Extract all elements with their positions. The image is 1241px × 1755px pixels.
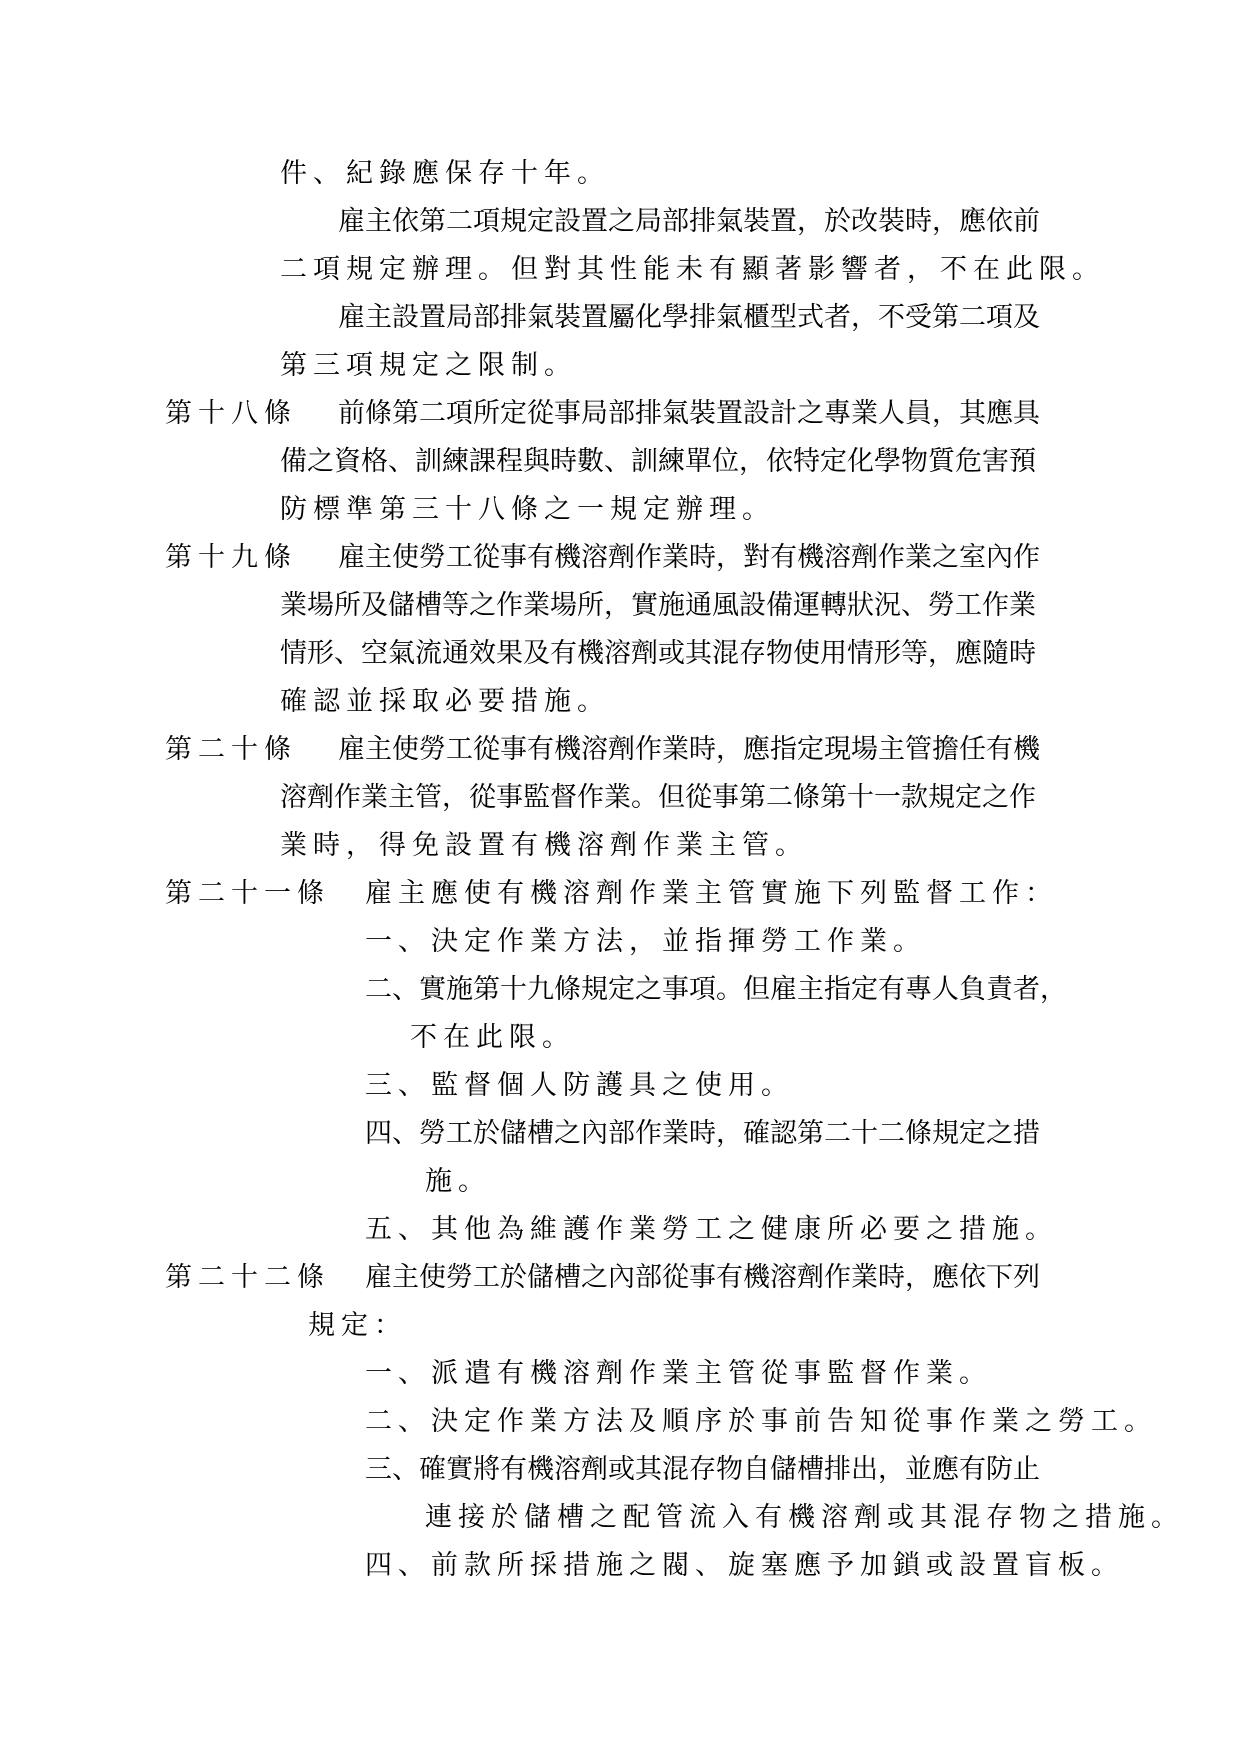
text-line: 雇主依第二項規定設置之局部排氣裝置，於改裝時，應依前	[338, 206, 1040, 237]
article-label: 第二十一條	[165, 878, 330, 909]
text-line: 第三項規定之限制。	[280, 350, 577, 381]
list-item: 三、確實將有機溶劑或其混存物自儲槽排出，並應有防止	[365, 1454, 1040, 1485]
text-line: 溶劑作業主管，從事監督作業。但從事第二條第十一款規定之作	[280, 782, 1036, 813]
text-line: 件、紀錄應保存十年。	[280, 158, 610, 189]
text-line: 備之資格、訓練課程與時數、訓練單位，依特定化學物質危害預	[280, 446, 1036, 477]
article-label: 第十九條	[165, 542, 297, 573]
text-line: 確認並採取必要措施。	[280, 686, 610, 717]
text-line: 業場所及儲槽等之作業場所，實施通風設備運轉狀況、勞工作業	[280, 590, 1036, 621]
list-item-continuation: 施。	[425, 1166, 491, 1197]
list-item: 二、實施第十九條規定之事項。但雇主指定有專人負責者，	[365, 974, 1067, 1005]
list-item: 二、決定作業方法及順序於事前告知從事作業之勞工。	[365, 1406, 1157, 1437]
article-label: 第二十條	[165, 734, 297, 765]
list-item: 四、勞工於儲槽之內部作業時，確認第二十二條規定之措	[365, 1118, 1040, 1149]
list-item: 三、監督個人防護具之使用。	[365, 1070, 794, 1101]
list-item: 一、決定作業方法，並指揮勞工作業。	[365, 926, 926, 957]
text-line: 規定：	[308, 1310, 407, 1341]
article-label: 第十八條	[165, 398, 297, 429]
text-line: 情形、空氣流通效果及有機溶劑或其混存物使用情形等，應隨時	[280, 638, 1036, 669]
list-item: 四、前款所採措施之閥、旋塞應予加鎖或設置盲板。	[365, 1550, 1124, 1581]
text-line: 防標準第三十八條之一規定辦理。	[280, 494, 775, 525]
list-item-continuation: 不在此限。	[410, 1022, 575, 1053]
list-item-continuation: 連接於儲槽之配管流入有機溶劑或其混存物之措施。	[425, 1502, 1184, 1533]
text-line: 雇主設置局部排氣裝置屬化學排氣櫃型式者，不受第二項及	[338, 302, 1040, 333]
text-line: 業時，得免設置有機溶劑作業主管。	[280, 830, 808, 861]
list-item: 一、派遣有機溶劑作業主管從事監督作業。	[365, 1358, 992, 1389]
text-line: 二項規定辦理。但對其性能未有顯著影響者，不在此限。	[280, 254, 1105, 285]
text-line: 雇主應使有機溶劑作業主管實施下列監督工作：	[365, 878, 1058, 909]
text-line: 雇主使勞工於儲槽之內部從事有機溶劑作業時，應依下列	[365, 1262, 1040, 1293]
text-line: 雇主使勞工從事有機溶劑作業時，對有機溶劑作業之室內作	[338, 542, 1040, 573]
list-item: 五、其他為維護作業勞工之健康所必要之措施。	[365, 1214, 1058, 1245]
text-line: 雇主使勞工從事有機溶劑作業時，應指定現場主管擔任有機	[338, 734, 1040, 765]
text-line: 前條第二項所定從事局部排氣裝置設計之專業人員，其應具	[338, 398, 1040, 429]
article-label: 第二十二條	[165, 1262, 330, 1293]
